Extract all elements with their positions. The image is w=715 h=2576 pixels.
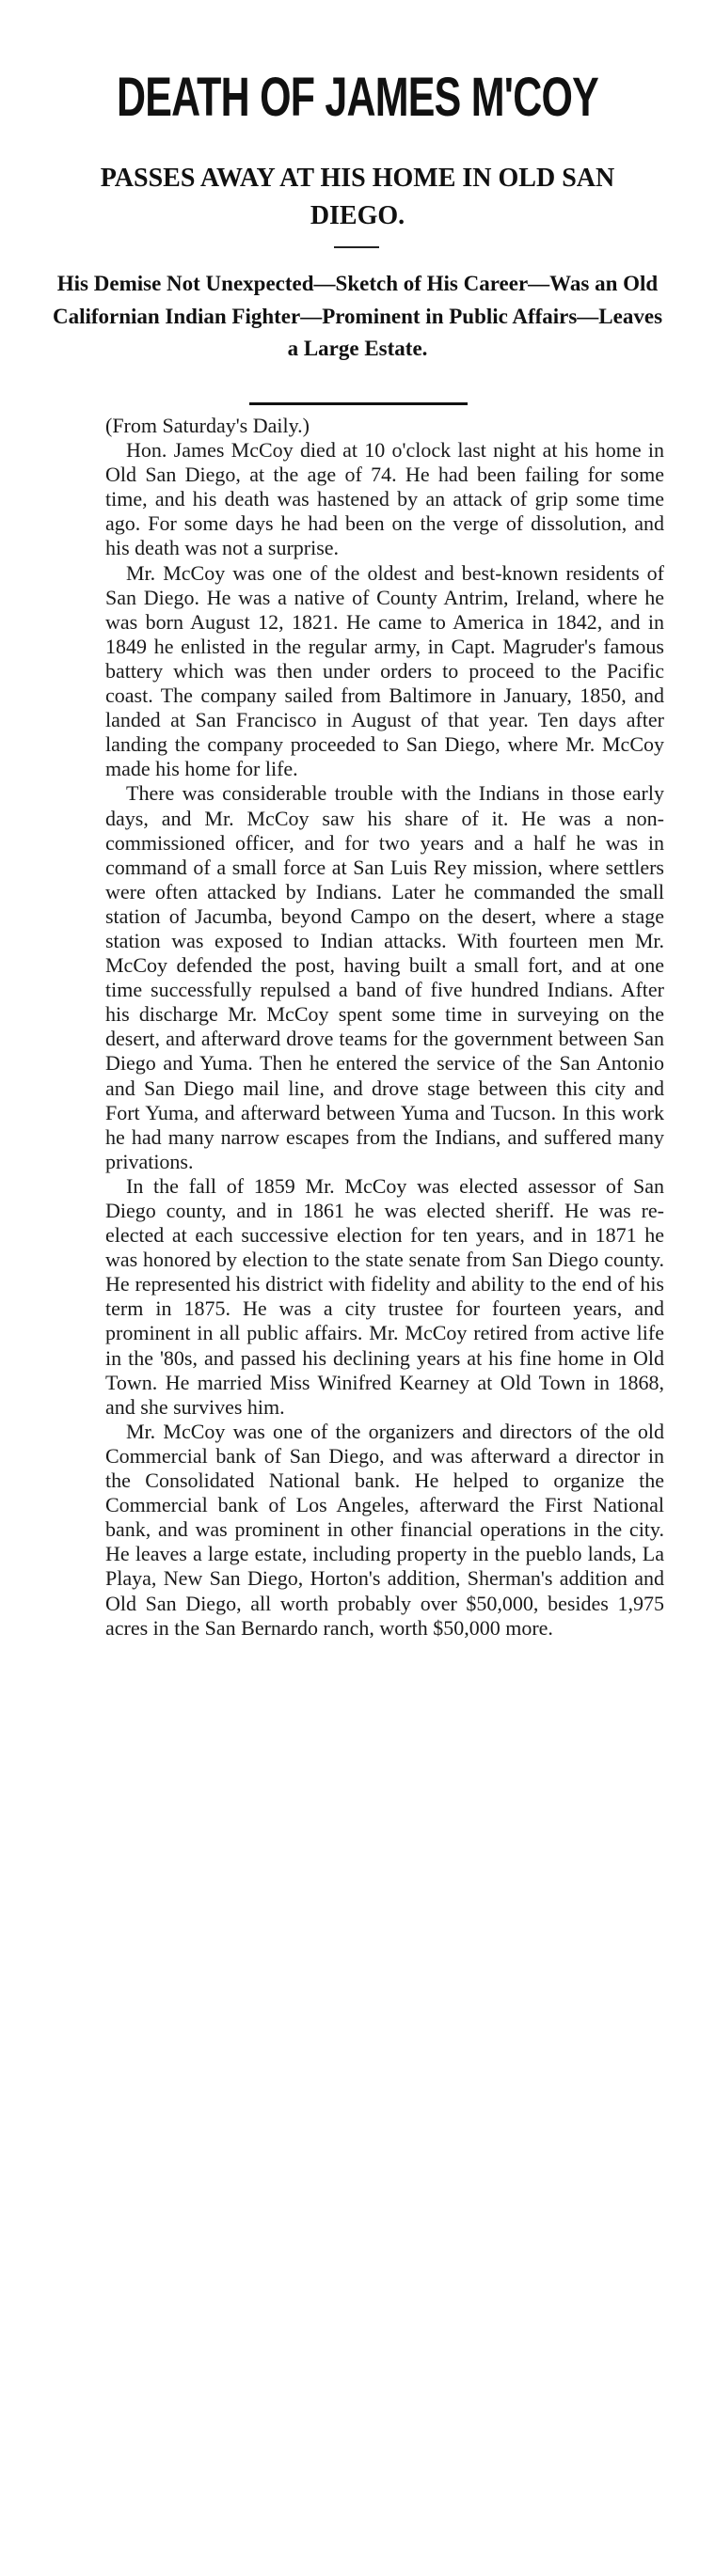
paragraph-2: Mr. McCoy was one of the oldest and best-known residents of San Diego. He was a native of County Antrim, Ireland, where he was born August 12, 1821. He came to America in 1842, and in 1849 he enlisted in the regular army, in Capt. Magruder's famous battery which was then under orders to proceed to the Pacific coast. The company sailed from Baltimore in January, 1850, and landed at San Francisco in August of that year. Ten days after landing the company proceeded to San Diego, where Mr. McCoy made his home for life. <box>105 560 664 781</box>
paragraph-5: Mr. McCoy was one of the organizers and directors of the old Commercial bank of San Diego, and was afterward a director in the Consolidated National bank. He helped to organize the Commercial bank of Los Angeles, afterward the First National bank, and was prominent in other financial operations in the city. He leaves a large estate, including property in the pueblo lands, La Playa, New San Diego, Horton's addition, Sherman's addition and Old San Diego, all worth probably over $50,000, besides 1,975 acres in the San Bernardo ranch, worth $50,000 more. <box>105 1419 664 1640</box>
summary-deck: His Demise Not Unexpected—Sketch of His Career—Was an Old Californian Indian Fighter—Prominent in Public Affairs—Leaves a Large Estate. <box>52 272 663 360</box>
divider-rule <box>249 402 468 405</box>
paragraph-3: There was considerable trouble with the Indians in those early days, and Mr. McCoy saw his share of it. He was a non-commissioned officer, and for two years and a half he was in command of a small force at San Luis Rey mission, where settlers were often attacked by Indians. Later he commanded the small station of Jacumba, beyond Campo on the desert, where a stage station was exposed to Indian attacks. With fourteen men Mr. McCoy defended the post, having built a small fort, and at one time successfully repulsed a band of five hundred Indians. After his discharge Mr. McCoy spent some time in surveying on the desert, and afterward drove teams for the government between San Diego and Yuma. Then he entered the service of the San Antonio and San Diego mail line, and drove stage between this city and Fort Yuma, and afterward between Yuma and Tucson. In this work he had many narrow escapes from the Indians, and suffered many privations. <box>105 781 664 1173</box>
divider-short <box>334 246 379 248</box>
dateline: (From Saturday's Daily.) <box>105 414 310 437</box>
article-body <box>105 414 664 1641</box>
paragraph-4: In the fall of 1859 Mr. McCoy was elected assessor of San Diego county, and in 1861 he was elected sheriff. He was re-elected at each successive election for ten years, and in 1871 he was honored by election to the state senate from San Diego county. He represented his district with fidelity and ability to the end of his term in 1875. He was a city trustee for fourteen years, and prominent in all public affairs. Mr. McCoy retired from active life in the '80s, and passed his declining years at his fine home in Old Town. He married Miss Winifred Kearney at Old Town in 1868, and she survives him. <box>105 1173 664 1419</box>
headline: DEATH OF JAMES M'COY <box>116 67 599 128</box>
subhead: PASSES AWAY AT HIS HOME IN OLD SAN DIEGO. <box>100 164 615 230</box>
paragraph-1: Hon. James McCoy died at 10 o'clock last night at his home in Old San Diego, at the age of 74. He had been failing for some time, and his death was hastened by an attack of grip some time ago. For some days he had been on the verge of dissolution, and his death was not a surprise. <box>105 438 664 560</box>
